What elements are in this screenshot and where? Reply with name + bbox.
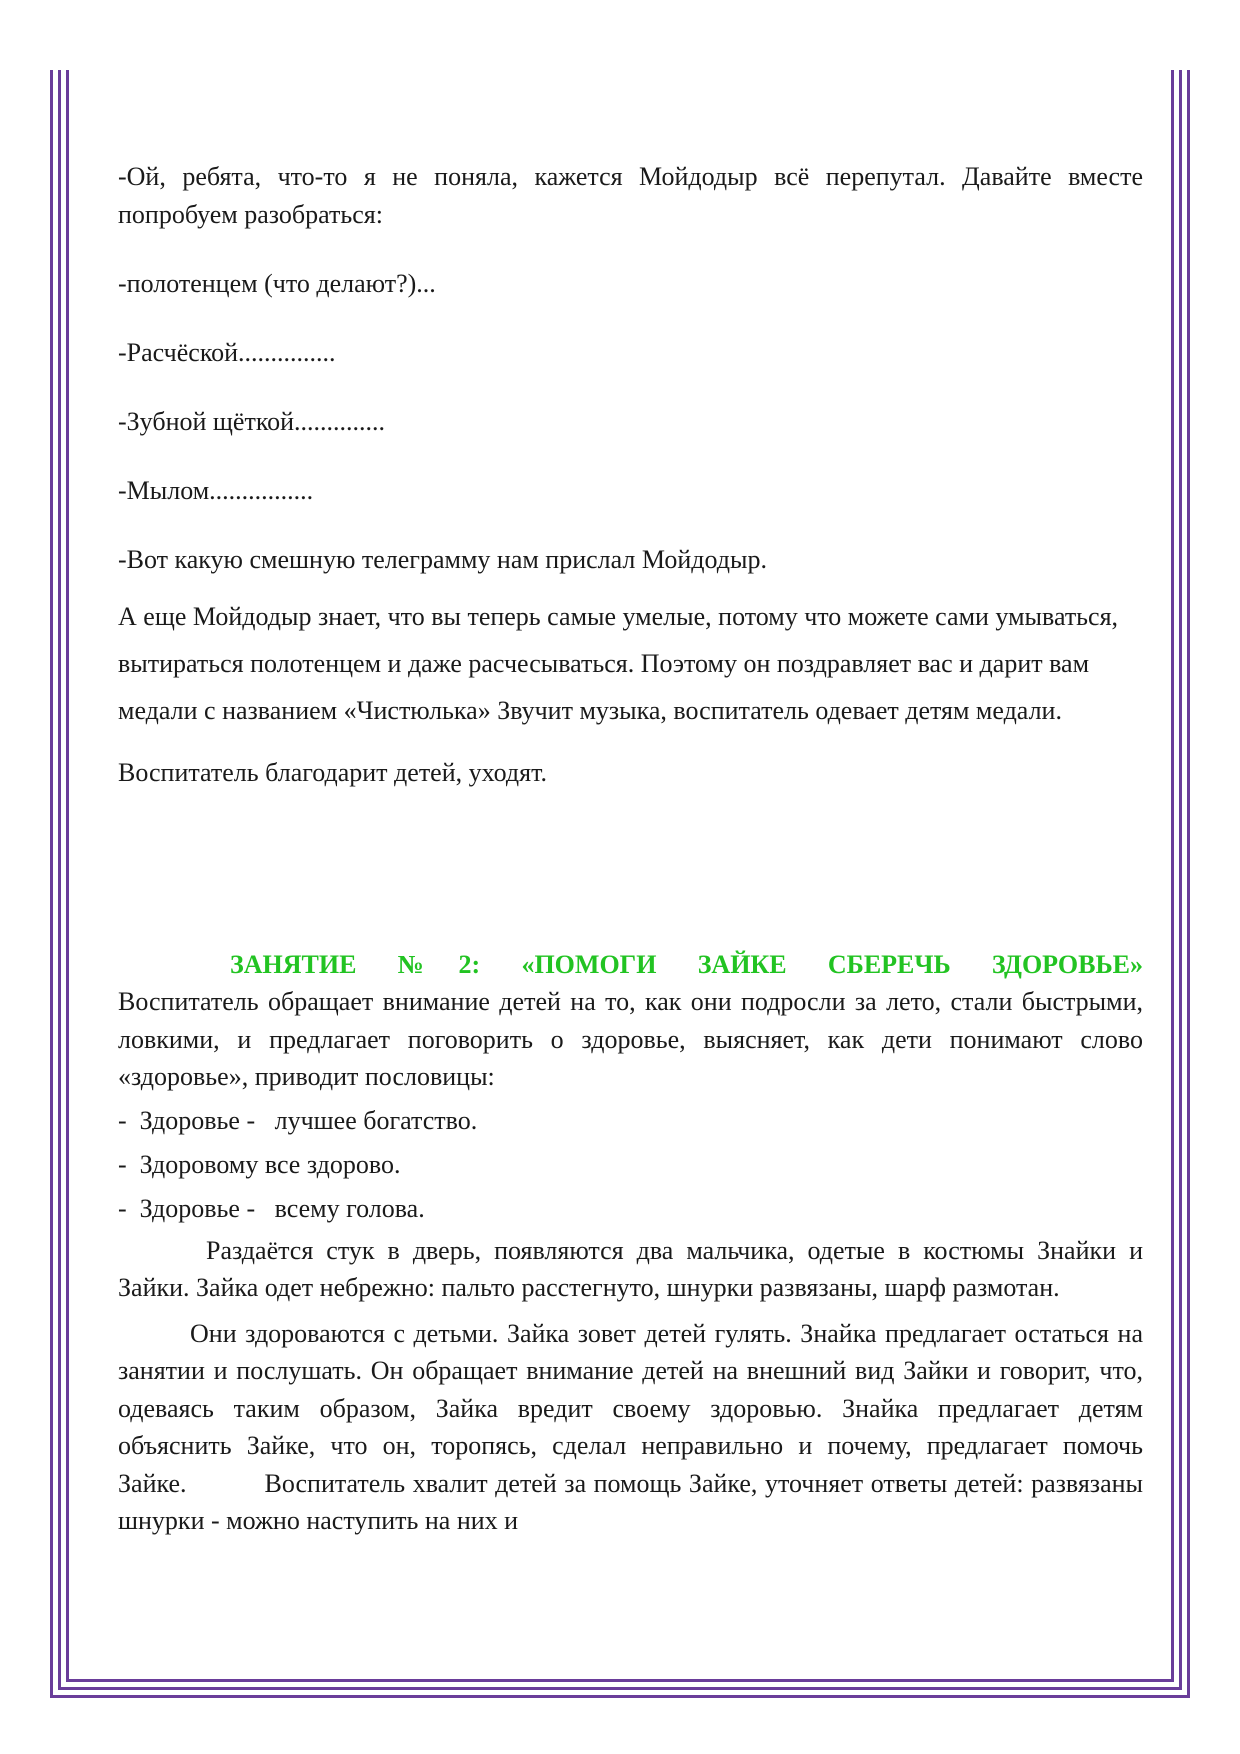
frame-left-inner	[58, 70, 61, 1690]
proverb: - Здоровье - лучшее богатство.	[118, 1105, 478, 1135]
closing-line: Воспитатель благодарит детей, уходят.	[118, 758, 547, 787]
frame-bottom-outer	[50, 1695, 1190, 1698]
list-item: -Расчёской...............	[118, 338, 336, 367]
lesson-intro: Воспитатель обращает внимание детей на то, как они подросли за лето, стали быстрыми, ловкими, и предлагает поговорить о здоровье, выясняет, как дети понимают слово «здоровье», приводит пословицы:	[118, 987, 1143, 1091]
knock-paragraph: Раздаётся стук в дверь, появляются два мальчика, одетые в костюмы Знайки и Зайки. Зайка одет небрежно: пальто расстегнуто, шнурки развязаны, шарф размотан.	[118, 1235, 1143, 1302]
lesson-heading: ЗАНЯТИЕ №2: «ПОМОГИ ЗАЙКЕ СБЕРЕЧЬ ЗДОРОВЬЕ»	[230, 950, 1143, 979]
page-content	[118, 158, 1143, 1540]
greet-text: Они здороваются с детьми. Зайка зовет детей гулять. Знайка предлагает остаться на занятии и послушать. Он обращает внимание детей на внешний вид Зайки и говорит, что, одеваясь таким образом, Зайка вредит своему здоровью. Знайка предлагает детям объяснить Зайке, что он, торопясь, сделал неправильно и почему, предлагает помочь Зайке.	[118, 1318, 1143, 1498]
list-item: -Мылом................	[118, 476, 314, 505]
medals-paragraph: А еще Мойдодыр знает, что вы теперь самые умелые, потому что можете сами умываться, вытираться полотенцем и даже расчесываться. Поэтому он поздравляет вас и дарит вам медали с названием «Чистюлька» Звучит музыка, воспитатель одевает детям медали.	[118, 602, 1119, 725]
frame-right-outer	[1187, 70, 1190, 1698]
list-item: -полотенцем (что делают?)...	[118, 269, 436, 298]
proverb: - Здоровье - всему голова.	[118, 1193, 425, 1223]
frame-bottom-inner	[58, 1687, 1182, 1690]
praise-text: Воспитатель хвалит детей за помощь Зайке, уточняет ответы детей: развязаны шнурки - можно наступить на них и	[118, 1468, 1143, 1535]
greet-paragraph	[118, 1315, 1143, 1540]
frame-right-inner	[1179, 70, 1182, 1690]
frame-left-outer	[50, 70, 53, 1698]
frame-right-inner2	[1171, 70, 1174, 1682]
intro-paragraph: -Ой, ребята, что-то я не поняла, кажется Мойдодыр всё перепутал. Давайте вместе попробуем разобраться:	[118, 162, 1143, 229]
proverb: - Здоровому все здорово.	[118, 1149, 401, 1179]
telegram-line: -Вот какую смешную телеграмму нам прислал Мойдодыр.	[118, 545, 767, 574]
frame-left-inner2	[66, 70, 69, 1682]
list-item: -Зубной щёткой..............	[118, 407, 386, 436]
frame-bottom-inner2	[66, 1679, 1174, 1682]
